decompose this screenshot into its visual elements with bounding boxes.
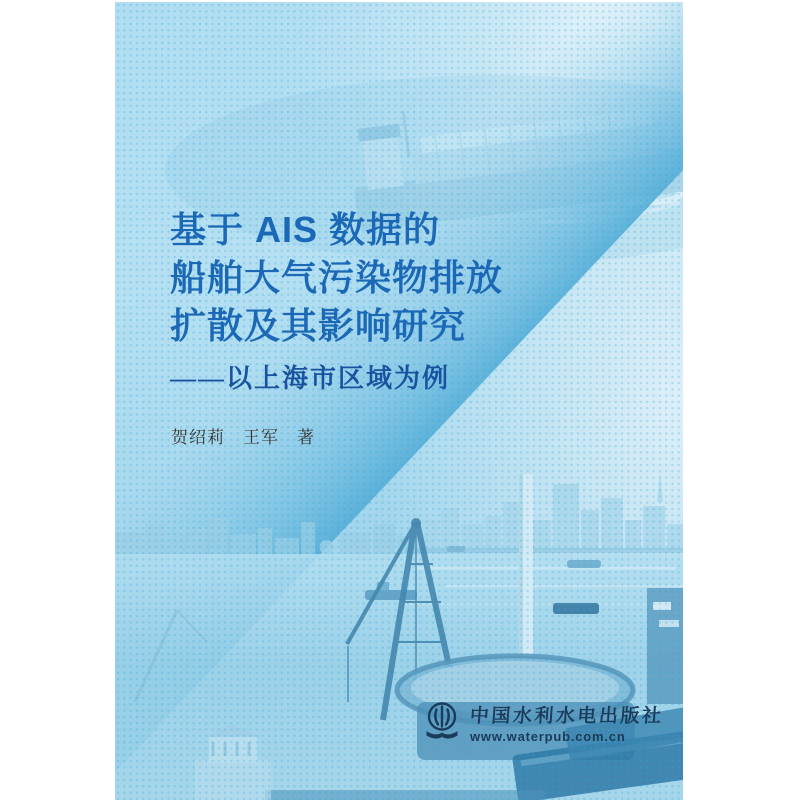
halftone-dot-overlay — [115, 2, 683, 800]
book-title-line-2: 船舶大气污染物排放 — [170, 257, 504, 298]
book-title-line-3: 扩散及其影响研究 — [170, 305, 467, 346]
book-title — [170, 206, 503, 350]
cover-background-art — [115, 2, 683, 800]
book-subtitle: ——以上海市区域为例 — [170, 364, 451, 393]
publisher-logo-icon — [423, 701, 461, 743]
book-authors: 贺绍莉 王军 著 — [171, 428, 315, 447]
book-cover — [115, 2, 683, 800]
publisher-block — [423, 701, 664, 744]
publisher-url: www.waterpub.com.cn — [470, 729, 626, 744]
publisher-name: 中国水利水电出版社 — [469, 706, 665, 727]
book-title-line-1: 基于 AIS 数据的 — [170, 209, 441, 250]
publisher-text — [470, 701, 664, 744]
